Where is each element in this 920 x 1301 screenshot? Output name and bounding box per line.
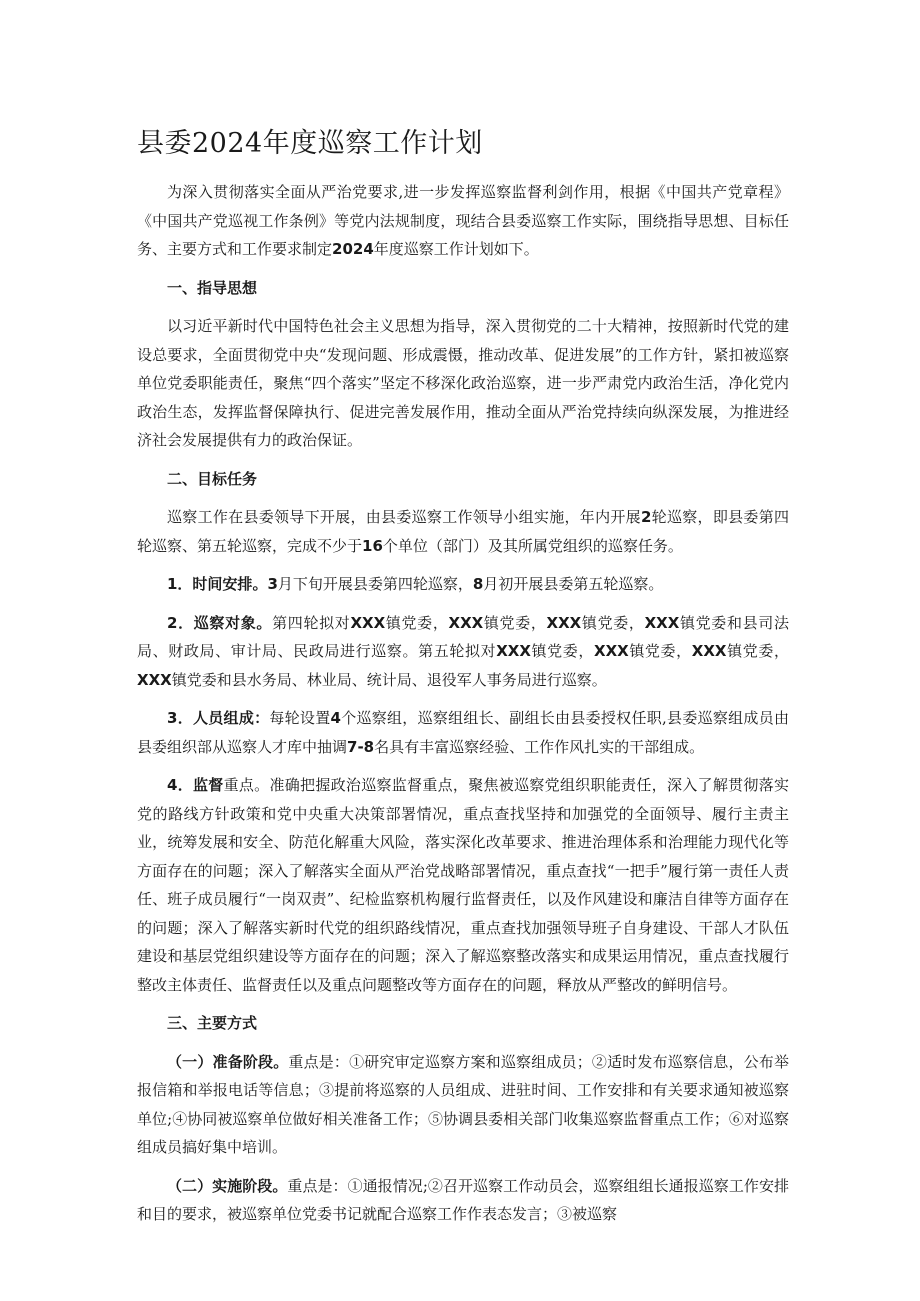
goals-units-count: 16 xyxy=(362,536,383,555)
goals-rounds-count: 2 xyxy=(640,508,652,526)
stage-preparation-label: （一）准备阶段。 xyxy=(167,1052,289,1071)
t-x7: XXX xyxy=(691,642,727,660)
item-schedule-month-3: 3 xyxy=(267,575,278,593)
stage-implementation xyxy=(137,1172,789,1229)
goals-text-b: 轮巡察，即县委第四轮巡察、第五轮巡察，完成不少于 xyxy=(137,508,789,555)
p-b: 个巡察组，巡察组组长、副组长由县委授权任职,县委巡察组成员由县委组织部从巡察人才库中抽调 xyxy=(137,709,789,756)
section-heading-goals: 二、目标任务 xyxy=(167,469,258,488)
stage-implementation-text: 重点是：①通报情况;②召开巡察工作动员会，巡察组组长通报巡察工作安排和目的要求，被巡察单位党委书记就配合巡察工作作表态发言；③被巡察 xyxy=(137,1176,789,1223)
t-b: 镇党委， xyxy=(385,613,449,632)
t-x4: XXX xyxy=(644,613,680,632)
item-schedule-label: 1．时间安排。 xyxy=(167,575,268,593)
t-x2: XXX xyxy=(448,613,484,632)
t-c: 镇党委， xyxy=(483,613,547,632)
stage-implementation-label: （二）实施阶段。 xyxy=(167,1176,288,1195)
item-supervision-label: 4．监督 xyxy=(167,776,224,794)
item-schedule-text-a: 月下旬开展县委第四轮巡察， xyxy=(277,575,473,593)
item-personnel xyxy=(137,704,789,761)
item-personnel-label: 3．人员组成： xyxy=(167,709,270,727)
p-n4: 4 xyxy=(330,709,341,727)
item-schedule xyxy=(137,570,789,599)
t-h: 镇党委， xyxy=(726,642,789,660)
t-x8: XXX xyxy=(137,670,172,689)
guiding-ideology-paragraph: 以习近平新时代中国特色社会主义思想为指导，深入贯彻党的二十大精神，按照新时代党的建设总要求，全面贯彻党中央“发现问题、形成震慑，推动改革、促进发展”的工作方针，紧扣被巡察单位党委职能责任，聚焦“四个落实”坚定不移深化政治巡察，进一步严肃党内政治生活，净化党内政治生态，发挥监督保障执行、促进完善发展作用，推动全面从严治党持续向纵深发展，为推进经济社会发展提供有力的政治保证。 xyxy=(137,317,789,449)
item-targets xyxy=(137,609,789,695)
stage-preparation xyxy=(137,1048,789,1162)
intro-text-a: 为深入贯彻落实全面从严治党要求,进一步发挥巡察监督利剑作用，根据《中国共产党章程》《中国共产党巡视工作条例》等党内法规制度，现结合县委巡察工作实际，围绕指导思想、目标任务、主要方式和工作要求制定 xyxy=(137,183,789,258)
item-supervision-text: 重点。准确把握政治巡察监督重点，聚焦被巡察党组织职能责任，深入了解贯彻落实党的路线方针政策和党中央重大决策部署情况，重点查找坚持和加强党的全面领导、履行主责主业，统筹发展和安全、防范化解重大风险，落实深化改革要求、推进治理体系和治理能力现代化等方面存在的问题；深入了解落实全面从严治党战略部署情况，重点查找“一把手”履行第一责任人责任、班子成员履行“一岗双责”、纪检监察机构履行监督责任，以及作风建设和廉洁自律等方面存在的问题；深入了解落实新时代党的组织路线情况，重点查找加强领导班子自身建设、干部人才队伍建设和基层党组织建设等方面存在的问题；深入了解巡察整改落实和成果运用情况，重点查找履行整改主体责任、监督责任以及重点问题整改等方面存在的问题，释放从严整改的鲜明信号。 xyxy=(137,776,789,994)
t-g: 镇党委， xyxy=(628,642,692,660)
t-f: 镇党委， xyxy=(530,642,594,660)
t-x1: XXX xyxy=(350,613,386,632)
p-c: 名具有丰富巡察经验、工作作风扎实的干部组成。 xyxy=(374,737,705,756)
item-schedule-text-b: 月初开展县委第五轮巡察。 xyxy=(483,575,664,593)
item-schedule-month-8: 8 xyxy=(472,575,484,593)
item-targets-label: 2．巡察对象。 xyxy=(167,613,273,632)
t-a: 第四轮拟对 xyxy=(272,613,351,632)
p-n78: 7-8 xyxy=(347,737,375,756)
intro-year: 2024 xyxy=(332,240,374,258)
t-x3: XXX xyxy=(546,613,582,632)
goals-text-a: 巡察工作在县委领导下开展，由县委巡察工作领导小组实施，年内开展 xyxy=(167,508,641,526)
t-e: 镇党委和县司法局、财政局、审计局、民政局进行巡察。第五轮拟对 xyxy=(137,613,789,660)
section-heading-methods: 三、主要方式 xyxy=(167,1014,258,1032)
intro-text-b: 年度巡察工作计划如下。 xyxy=(373,240,539,258)
p-a: 每轮设置 xyxy=(269,709,331,727)
stage-preparation-text: 重点是：①研究审定巡察方案和巡察组成员；②适时发布巡察信息，公布举报信箱和举报电话等信息；③提前将巡察的人员组成、进驻时间、工作安排和有关要求通知被巡察单位;④协同被巡察单位做好相关准备工作；⑤协调县委相关部门收集巡察监督重点工作；⑥对巡察组成员搞好集中培训。 xyxy=(137,1052,789,1156)
goals-text-c: 个单位（部门）及其所属党组织的巡察任务。 xyxy=(382,536,683,555)
t-x5: XXX xyxy=(496,642,531,660)
goals-paragraph xyxy=(137,503,789,560)
intro-paragraph xyxy=(137,178,789,264)
item-supervision xyxy=(137,771,789,999)
document-body xyxy=(137,178,789,1239)
t-d: 镇党委， xyxy=(581,613,645,632)
t-x6: XXX xyxy=(594,642,629,660)
section-heading-guiding-ideology: 一、指导思想 xyxy=(167,278,258,297)
document-title: 县委2024年度巡察工作计划 xyxy=(137,128,483,159)
t-i: 镇党委和县水务局、林业局、统计局、退役军人事务局进行巡察。 xyxy=(171,670,607,689)
